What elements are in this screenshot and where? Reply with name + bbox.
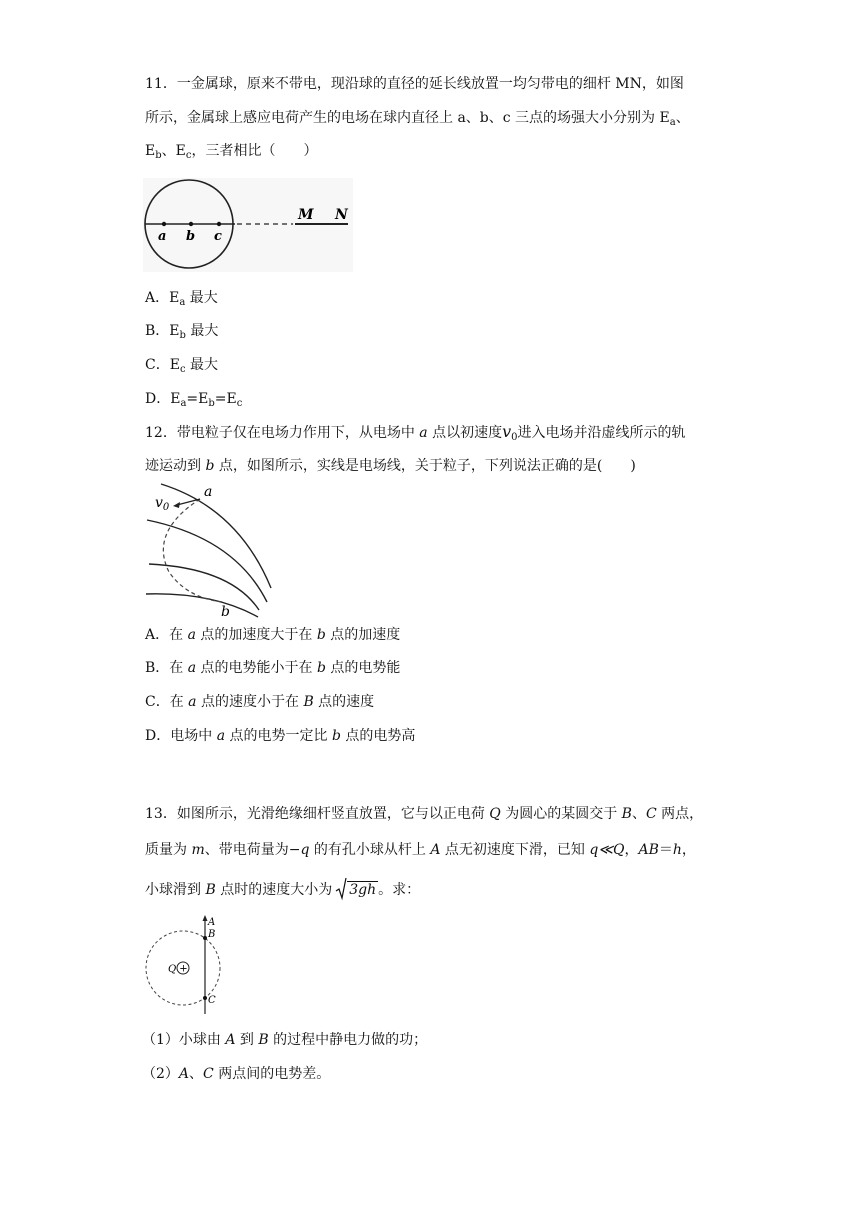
q13-line-3: 小球滑到 B 点时的速度大小为 3gh 。求：	[145, 880, 420, 900]
q11-option-a: A．$E_a$ 最大	[145, 290, 218, 308]
sqrt-expression: 3gh	[335, 880, 378, 900]
q11-option-d: D．$E_a=E_b=E_c$	[145, 391, 243, 409]
q12-option-c: C．在 a 点的速度小于在 B 点的速度	[145, 694, 375, 710]
label-A: A	[208, 917, 216, 928]
label-b: b	[221, 604, 230, 620]
label-b: b	[186, 229, 196, 244]
q11-option-c: C．$E_c$ 最大	[145, 357, 218, 375]
q11-line-2: 所示，金属球上感应电荷产生的电场在球内直径上 a、b、c 三点的场强大小分别为 $E_a$、	[145, 110, 690, 128]
q12-option-b: B．在 a 点的电势能小于在 b 点的电势能	[145, 660, 401, 676]
q12-line-2: 迹运动到 b 点，如图所示，实线是电场线，关于粒子，下列说法正确的是( )	[145, 458, 636, 474]
q11-line-1: 11．一金属球，原来不带电，现沿球的直径的延长线放置一均匀带电的细杆 MN，如图	[145, 76, 684, 92]
q13-line-1: 13．如图所示，光滑绝缘细杆竖直放置，它与以正电荷 Q 为圆心的某圆交于 B、C 两点，	[145, 806, 704, 822]
label-N: N	[335, 207, 348, 223]
plus-sign: +	[179, 963, 188, 975]
q12-line-1: 12．带电粒子仅在电场力作用下，从电场中 a 点以初速度$v_0$进入电场并沿虚线所示的轨	[145, 422, 686, 443]
q11-line-3: $E_b$、$E_c$，三者相比（ ）	[145, 143, 318, 161]
label-Q: Q	[168, 964, 177, 975]
q12-figure-field-lines	[143, 480, 278, 620]
label-v0: $v_0$	[155, 495, 170, 513]
q12-option-d: D．电场中 a 点的电势一定比 b 点的电势高	[145, 728, 416, 744]
q12-option-a: A．在 a 点的加速度大于在 b 点的加速度	[145, 627, 401, 643]
label-c: c	[214, 229, 222, 244]
label-C: C	[208, 995, 216, 1006]
q11-figure-sphere-rod	[143, 178, 353, 272]
q11-option-b: B．$E_b$ 最大	[145, 323, 219, 341]
label-a: a	[158, 229, 167, 244]
label-a: a	[204, 484, 213, 500]
label-B: B	[208, 929, 216, 940]
q13-line-2: 质量为 m、带电荷量为−q 的有孔小球从杆上 A 点无初速度下滑，已知 q≪Q，AB＝h，	[145, 842, 696, 858]
q13-figure-circle-rod	[143, 912, 233, 1017]
q13-subquestion-2: （2）A、C 两点间的电势差。	[142, 1066, 331, 1082]
label-M: M	[298, 207, 314, 223]
q13-subquestion-1: （1）小球由 A 到 B 的过程中静电力做的功；	[142, 1032, 428, 1048]
